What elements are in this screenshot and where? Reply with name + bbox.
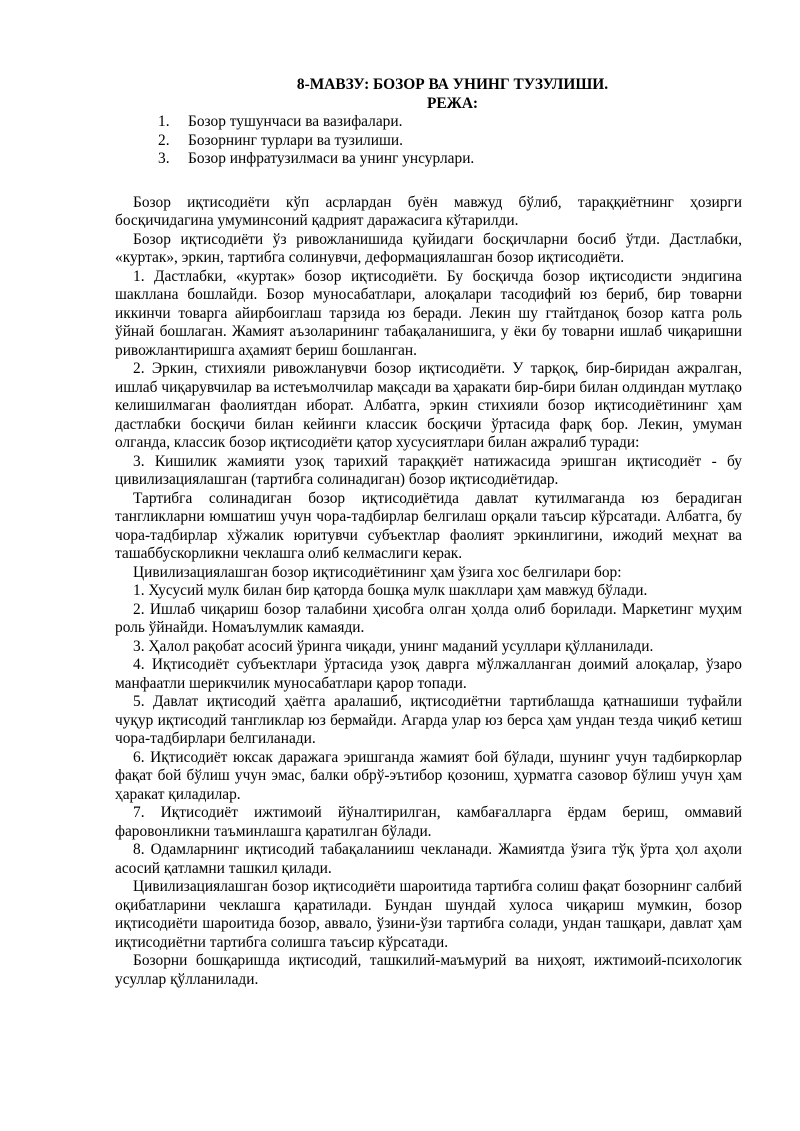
- plan-item-number: 3.: [158, 150, 170, 167]
- plan-item-number: 2.: [158, 131, 170, 149]
- paragraph: 1. Дастлабки, «куртак» бозор иқтисодиёти. Бу босқичда бозор иқтисодисти эндигина шакллана бошлайди. Бозор муносабатлари, алоқалари тасодифий юз бериб, бир товарни иккинчи товарга айирбоиглаш тарзида юз беради. Лекин шу гтайтданоқ бозор катга роль ўйнай бошлаган. Жамият аъзоларининг табақаланишига, у ёки бу товарни ишлаб чиқаришни ривожлантиришга аҳамият бериш бошланган.: [115, 267, 742, 359]
- paragraph: 4. Иқтисодиёт субъектлари ўртасида узоқ даврга мўлжалланган доимий алоқалар, ўзаро манфаатли шерикчилик муносабатлари қарор топади.: [115, 656, 742, 692]
- paragraph: 3. Ҳалол рақобат асосий ўринга чиқади, унинг маданий усуллари қўлланилади.: [133, 637, 654, 655]
- paragraph: 8. Одамларнинг иқтисодий табақаланииш чекланади. Жамиятда ўзига тўқ ўрта ҳол аҳоли асосий қатламни ташкил қилади.: [115, 841, 742, 877]
- paragraph: Бозор иқтисодиёти кўп асрлардан буён мавжуд бўлиб, тараққиётнинг ҳозирги босқичидагина умуминсоний қадрият даражасига кўтарилди.: [115, 193, 742, 229]
- paragraph: 2. Ишлаб чиқариш бозор талабини ҳисобга олган ҳолда олиб борилади. Маркетинг муҳим роль ўйнайди. Номаълумлик камаяди.: [115, 600, 742, 636]
- paragraph: 3. Кишилик жамияти узоқ тарихий тараққиёт натижасида эришган иқтисодиёт - бу цивилизациялашган (тартибга солинадиган) бозор иқтисодиётидар.: [115, 452, 742, 488]
- paragraph: Цивилизациялашган бозор иқтисодиёти шароитида тартибга солиш фақат бозорнинг салбий оқибатларини чеклашга қаратилади. Бундан шундай хулоса чиқариш мумкин, бозор иқтисодиёти шароитида бозор, аввало, ўзини-ўзи тартибга солади, ундан ташқари, давлат ҳам иқтисодиётни тартибга солишга таъсир кўрсатади.: [115, 878, 742, 951]
- plan-item: [115, 113, 742, 132]
- paragraph: Бозор иқтисодиёти ўз ривожланишида қуйидаги босқичларни босиб ўтди. Дастлабки, «куртак», эркин, тартибга солинувчи, деформациялашган бозор иқтисодиёти.: [115, 230, 742, 266]
- paragraph: Тартибга солинадиган бозор иқтисодиётида давлат кутилмаганда юз берадиган тангликларни юмшатиш учун чора-тадбирлар белгилаш орқали таъсир кўрсатади. Албатга, бу чора-тадбирлар хўжалик юритувчи субъектлар фаолият эркинлигини, ижодий меҳнат ва ташаббускорликни чеклашга олиб келмаслиги керак.: [115, 489, 742, 562]
- paragraph: 5. Давлат иқтисодий ҳаётга аралашиб, иқтисодиётни тартиблашда қатнашиши туфайли чуқур иқтисодий тангликлар юз бермайди. Агарда улар юз берса ҳам ундан тезда чиқиб кетиш чора-тадбирлари белгиланади.: [115, 693, 742, 747]
- plan-item-text: Бозорнинг турлари ва тузилиши.: [188, 131, 403, 149]
- paragraph: 2. Эркин, стихияли ривожланувчи бозор иқтисодиёти. У тарқоқ, бир-биридан ажралган, ишлаб чиқарувчилар ва истеъмолчилар мақсади ва ҳаракати бир-бири билан олдиндан мутлақо келишилмаган фаолиятдан иборат. Албатга, эркин стихияли бозор иқтисодиётининг ҳам дастлабки босқичи билан кейинги классик босқичи ўртасида фарқ бор. Лекин, умуман олганда, классик бозор иқтисодиёти қатор хусусиятлари билан ажралиб туради:: [115, 360, 742, 451]
- paragraph: 7. Иқтисодиёт ижтимоий йўналтирилган, камбағалларга ёрдам бериш, оммавий фаровонликни таъминлашга қаратилган бўлади.: [115, 804, 742, 840]
- plan-heading: РЕЖА:: [426, 94, 479, 112]
- document-page: [115, 76, 742, 989]
- plan-item: [115, 132, 742, 151]
- page-title: 8-МАВЗУ: БОЗОР ВА УНИНГ ТУЗУЛИШИ.: [296, 76, 609, 93]
- plan-item-text: Бозор тушунчаси ва вазифалари.: [188, 113, 403, 130]
- paragraph: Цивилизациялашган бозор иқтисодиётининг ҳам ўзига хос белгилари бор:: [133, 563, 622, 581]
- plan-item: [115, 150, 742, 169]
- plan-list: [115, 113, 742, 169]
- plan-item-text: Бозор инфратузилмаси ва унинг унсурлари.: [188, 150, 475, 167]
- plan-item-number: 1.: [158, 113, 170, 130]
- paragraph: 1. Хусусий мулк билан бир қаторда бошқа мулк шакллари ҳам мавжуд бўлади.: [133, 582, 648, 599]
- paragraph: 6. Иқтисодиёт юксак даражага эришганда жамият бой бўлади, шунинг учун тадбиркорлар фақат бой бўлиш учун эмас, балки обрў-эътибор қозониш, ҳурматга сазовор бўлиш учун ҳам ҳаракат қиладилар.: [115, 748, 742, 803]
- paragraph: Бозорни бошқаришда иқтисодий, ташкилий-маъмурий ва ниҳоят, ижтимоий-психологик усуллар қўлланилади.: [115, 952, 742, 988]
